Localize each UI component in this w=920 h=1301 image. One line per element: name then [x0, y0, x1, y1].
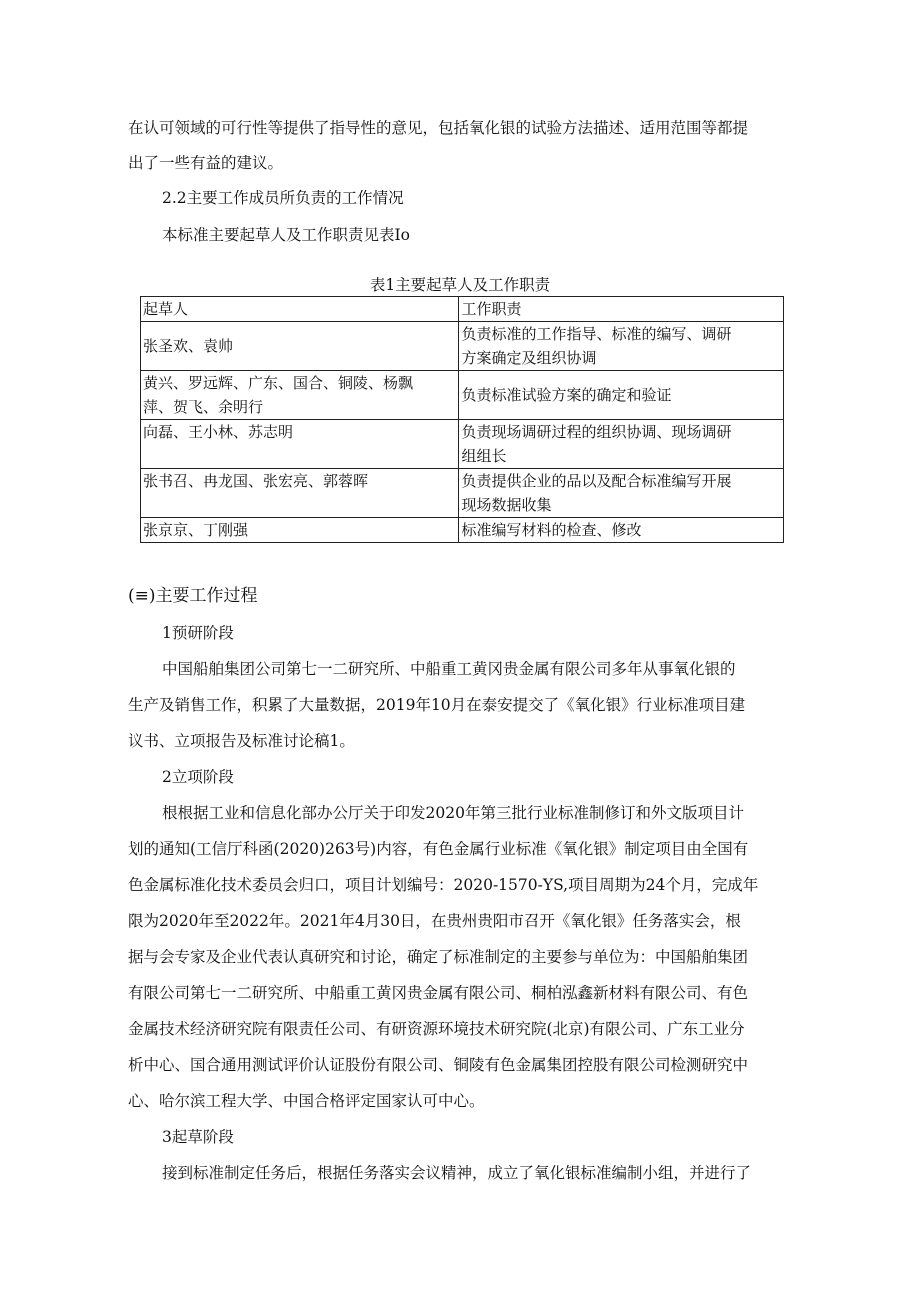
- stage-title: 1预研阶段: [162, 624, 234, 642]
- paragraph-line: 议书、立项报告及标准讨论稿1。: [128, 732, 355, 750]
- stage-title: 2立项阶段: [162, 768, 234, 786]
- paragraph-line: 根根据工业和信息化部办公厅关于印发2020年第三批行业标准制修订和外文版项目计: [162, 804, 744, 822]
- table-row: [141, 322, 784, 371]
- drafter-cell: 张京京、丁刚强: [141, 518, 459, 543]
- drafter-cell: 张圣欢、袁帅: [141, 322, 459, 371]
- table-row: [141, 518, 784, 543]
- table-row: [141, 371, 784, 420]
- duty-cell: 标准编写材料的检查、修改: [459, 518, 784, 543]
- paragraph-line: 析中心、国合通用测试评价认证股份有限公司、铜陵有色金属集团控股有限公司检测研究中: [128, 1056, 749, 1074]
- table-row: [141, 469, 784, 518]
- paragraph-line: 本标准主要起草人及工作职责见表Io: [162, 226, 410, 244]
- paragraph-line: 据与会专家及企业代表认真研究和讨论，确定了标准制定的主要参与单位为：中国船舶集团: [128, 948, 749, 966]
- table-row: [141, 420, 784, 469]
- section-heading-2-2: 2.2主要工作成员所负责的工作情况: [162, 189, 404, 207]
- drafter-cell: 向磊、王小林、苏志明: [141, 420, 459, 469]
- duty-cell: 负责标准试验方案的确定和验证: [459, 371, 784, 420]
- duty-cell: 负责提供企业的品以及配合标准编写开展 现场数据收集: [459, 469, 784, 518]
- paragraph-line: 生产及销售工作，积累了大量数据，2019年10月在泰安提交了《氧化银》行业标准项目建: [128, 696, 746, 714]
- duty-cell: 负责现场调研过程的组织协调、现场调研 组组长: [459, 420, 784, 469]
- drafter-cell: 张书召、冉龙国、张宏亮、郭蓉晖: [141, 469, 459, 518]
- paragraph-line: 在认可领域的可行性等提供了指导性的意见，包括氧化银的试验方法描述、适用范围等都提: [128, 119, 749, 137]
- stage-title: 3起草阶段: [162, 1128, 234, 1146]
- drafters-table: [140, 296, 784, 543]
- paragraph-line: 心、哈尔滨工程大学、中国合格评定国家认可中心。: [128, 1092, 485, 1110]
- table-header-row: [141, 297, 784, 322]
- paragraph-line: 色金属标准化技术委员会归口，项目计划编号：2020-1570-YS,项目周期为24个月，完成年: [128, 876, 759, 894]
- paragraph-line: 出了一些有益的建议。: [128, 154, 284, 172]
- section-heading-3: (≡)主要工作过程: [128, 586, 258, 606]
- header-duty: 工作职责: [459, 297, 784, 322]
- paragraph-line: 划的通知(工信厅科函(2020)263号)内容，有色金属行业标准《氧化银》制定项目由全国有: [128, 840, 749, 858]
- table-caption: 表1主要起草人及工作职责: [369, 276, 551, 294]
- paragraph-line: 金属技术经济研究院有限责任公司、有研资源环境技术研究院(北京)有限公司、广东工业分: [128, 1020, 745, 1038]
- paragraph-line: 限为2020年至2022年。2021年4月30日，在贵州贵阳市召开《氧化银》任务落实会，根: [128, 912, 741, 930]
- paragraph-line: 有限公司第七一二研究所、中船重工黄冈贵金属有限公司、桐柏泓鑫新材料有限公司、有色: [128, 984, 749, 1002]
- duty-cell: 负责标准的工作指导、标准的编写、调研 方案确定及组织协调: [459, 322, 784, 371]
- paragraph-line: 接到标准制定任务后，根据任务落实会议精神，成立了氧化银标准编制小组，并进行了: [162, 1164, 752, 1182]
- header-drafter: 起草人: [141, 297, 459, 322]
- drafter-cell: 黄兴、罗远辉、广东、国合、铜陵、杨飘 萍、贺飞、余明行: [141, 371, 459, 420]
- paragraph-line: 中国船舶集团公司第七一二研究所、中船重工黄冈贵金属有限公司多年从事氧化银的: [162, 660, 736, 678]
